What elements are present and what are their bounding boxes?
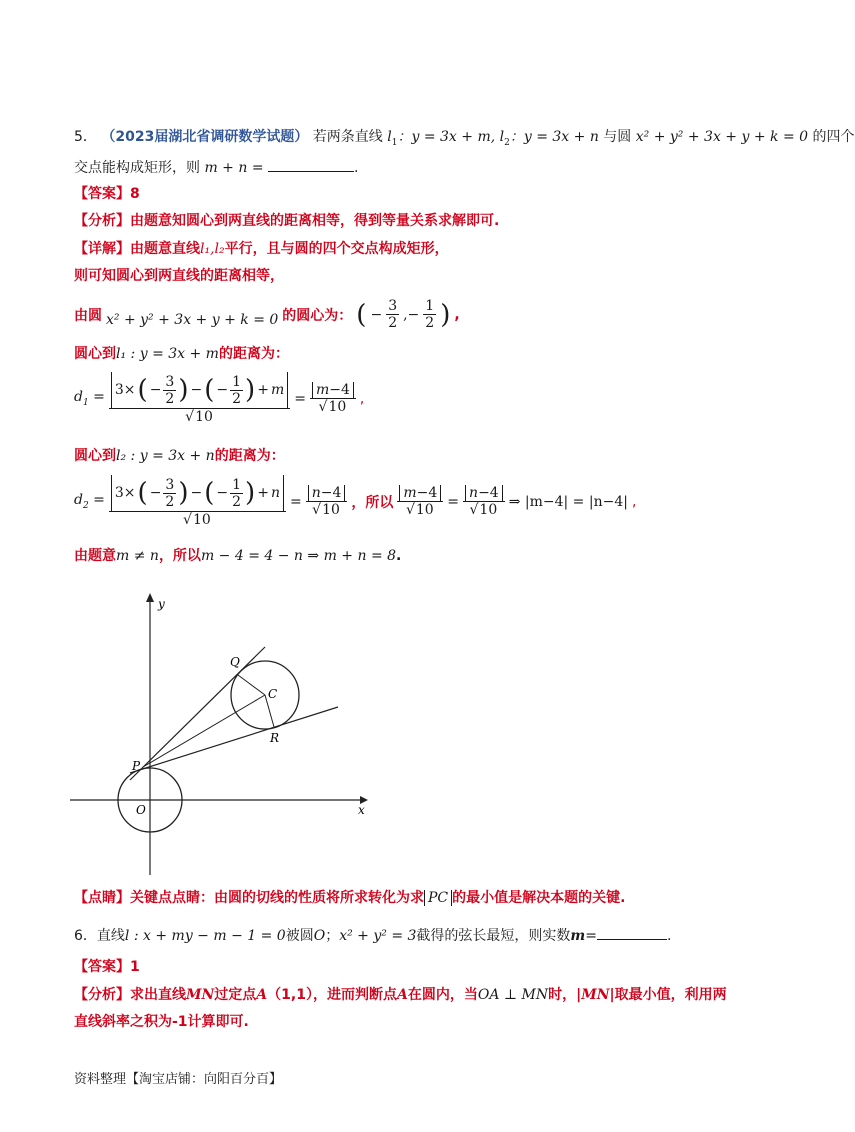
line-l1-name: l bbox=[387, 129, 392, 145]
distance-d2-formula bbox=[74, 475, 636, 528]
fraction: $\frac{3}{2}$ bbox=[388, 298, 398, 331]
detail-5-line-3 bbox=[74, 298, 460, 331]
analysis-text: （1,1），进而判断点 bbox=[267, 987, 397, 1003]
math-expression: l₂ : y = 3x + n bbox=[116, 448, 215, 464]
answer-6 bbox=[74, 957, 140, 977]
label-q: Q bbox=[230, 655, 240, 669]
label-y: y bbox=[158, 597, 165, 611]
line-l2-name: l bbox=[499, 129, 505, 145]
equals: = bbox=[294, 390, 306, 407]
eq-left: $\frac{m-4}{√10}$ bbox=[397, 485, 443, 518]
analysis-text: 时，| bbox=[548, 987, 582, 1003]
detail-text: 的距离为： bbox=[218, 346, 289, 362]
analysis-text: 过定点 bbox=[214, 987, 257, 1003]
detail-text: ，所以 bbox=[158, 548, 201, 564]
question-6 bbox=[74, 925, 671, 946]
y-axis-arrow bbox=[146, 593, 154, 602]
label-c: C bbox=[268, 687, 278, 701]
detail-text: 由题意直线 bbox=[130, 241, 200, 257]
question-number: 6． bbox=[74, 928, 97, 944]
period: . bbox=[666, 928, 672, 944]
detail-text: 由圆 bbox=[74, 307, 102, 324]
pc-expression: PC bbox=[424, 890, 452, 906]
equals: = bbox=[447, 493, 460, 510]
math-expression: OA ⊥ MN bbox=[477, 987, 549, 1003]
expression: m + n = bbox=[204, 160, 264, 176]
answer-value: 8 bbox=[130, 186, 140, 202]
subscript: 2 bbox=[504, 137, 510, 148]
tip-label: 【点睛】 bbox=[74, 890, 130, 906]
math-expression: m − 4 = 4 − n ⇒ m + n = 8 bbox=[200, 548, 397, 564]
detail-text: 平行，且与圆的四个交点构成矩形， bbox=[224, 241, 449, 257]
math-expression: MN bbox=[186, 987, 215, 1003]
tip-line bbox=[74, 888, 625, 908]
d2-simplified: $\frac{n-4}{√10}$ bbox=[306, 485, 348, 518]
analysis-text: 由题意知圆心到两直线的距离相等，得到等量关系求解即可. bbox=[130, 213, 500, 229]
detail-5-line-5 bbox=[74, 446, 285, 466]
analysis-text: 求出直线 bbox=[130, 987, 186, 1003]
minus: − bbox=[370, 306, 383, 323]
period: . bbox=[354, 160, 359, 176]
answer-value: 1 bbox=[130, 959, 140, 975]
analysis-6-line-1 bbox=[74, 985, 727, 1005]
d1-fraction: 3× ( − $\frac{3}{2}$ ) − ( − $\frac{1}{2}$ ) + m √10 bbox=[109, 372, 290, 425]
math-expression: A bbox=[256, 987, 268, 1003]
question-text: 与圆 bbox=[603, 129, 632, 145]
detail-text: 的距离为： bbox=[214, 448, 285, 464]
question-5-line-2 bbox=[74, 157, 358, 178]
question-number: 5． bbox=[74, 129, 97, 145]
math-expression: x² + y² + 3x + y + k = 0 bbox=[106, 311, 279, 328]
geometry-figure bbox=[60, 590, 380, 880]
d1-symbol: $d_1$ = bbox=[74, 389, 105, 408]
conclusion: ⇒ |m−4| = |n−4| bbox=[508, 493, 628, 510]
answer-blank bbox=[597, 925, 667, 940]
math-expression: l₁ : y = 3x + m bbox=[116, 346, 219, 362]
question-text: 若两条直线 bbox=[312, 129, 383, 145]
analysis-label: 【分析】 bbox=[74, 213, 130, 229]
footer: 资料整理【淘宝店铺：向阳百分百】 bbox=[74, 1072, 283, 1087]
math-expression: l₁,l₂ bbox=[200, 241, 225, 257]
detail-text: 圆心到 bbox=[74, 346, 116, 362]
line-l1-equation: ：y = 3x + m, bbox=[397, 129, 500, 145]
circle-equation: x² + y² = 3 bbox=[339, 928, 417, 944]
question-text: 被圆 bbox=[285, 928, 314, 944]
equals: = bbox=[585, 928, 597, 944]
label-o: O bbox=[136, 803, 146, 817]
tangent-line-r bbox=[130, 707, 338, 773]
comma: , bbox=[631, 493, 637, 510]
answer-5 bbox=[74, 184, 140, 204]
comma: , bbox=[359, 390, 365, 407]
paren: ( bbox=[356, 299, 367, 330]
analysis-5 bbox=[74, 211, 499, 231]
line-l2-equation: ：y = 3x + n bbox=[509, 129, 599, 145]
d2-fraction: 3× ( − $\frac{3}{2}$ ) − ( − $\frac{1}{2}$ ) + n √10 bbox=[109, 475, 286, 528]
radius-cq bbox=[238, 675, 265, 695]
analysis-text: 在圆内，当 bbox=[407, 987, 478, 1003]
tip-text: 关键点点睛：由圆的切线的性质将所求转化为求 bbox=[130, 890, 424, 906]
circle-name: O bbox=[313, 928, 326, 944]
answer-label: 【答案】 bbox=[74, 186, 130, 202]
question-text: ； bbox=[325, 928, 340, 944]
label-r: R bbox=[270, 731, 280, 745]
question-text: 截得的弦长最短，则实数 bbox=[416, 928, 571, 944]
variable: m bbox=[570, 928, 586, 944]
detail-5-line-4 bbox=[74, 344, 289, 364]
analysis-6-line-2: 直线斜率之积为-1计算即可. bbox=[74, 1014, 249, 1030]
question-5-line-1 bbox=[74, 127, 855, 153]
detail-5-line-6 bbox=[74, 546, 401, 566]
paren: ) bbox=[440, 299, 451, 330]
label-p: P bbox=[132, 759, 141, 773]
segment-pc bbox=[143, 695, 265, 767]
tip-text: 的最小值是解决本题的关键. bbox=[452, 890, 626, 906]
answer-blank bbox=[268, 157, 354, 172]
detail-5-line-2: 则可知圆心到两直线的距离相等， bbox=[74, 268, 284, 284]
analysis-label: 【分析】 bbox=[74, 987, 130, 1003]
d1-simplified: $\frac{m-4}{√10}$ bbox=[310, 382, 356, 415]
so-text: ，所以 bbox=[351, 494, 394, 511]
d2-symbol: $d_2$ = bbox=[74, 492, 105, 511]
detail-text: 由题意 bbox=[74, 548, 116, 564]
question-text: 交点能构成矩形，则 bbox=[74, 160, 200, 176]
math-expression: A bbox=[396, 987, 408, 1003]
subscript: 1 bbox=[391, 137, 398, 148]
circle-equation: x² + y² + 3x + y + k = 0 bbox=[635, 129, 809, 145]
math-expression: m ≠ n bbox=[116, 548, 159, 564]
detail-5-line-1 bbox=[74, 239, 449, 259]
comma: , bbox=[454, 306, 460, 323]
detail-label: 【详解】 bbox=[74, 241, 130, 257]
analysis-text: |取最小值，利用两 bbox=[609, 987, 727, 1003]
eq-right: $\frac{n-4}{√10}$ bbox=[463, 485, 505, 518]
detail-text: 的圆心为： bbox=[282, 307, 353, 324]
math-expression: MN bbox=[581, 987, 610, 1003]
question-source: （2023届湖北省调研数学试题） bbox=[101, 129, 309, 145]
distance-d1-formula bbox=[74, 372, 364, 425]
question-text: 直线 bbox=[96, 928, 125, 944]
separator: ,− bbox=[403, 306, 420, 323]
fraction: $\frac{1}{2}$ bbox=[425, 298, 435, 331]
line-equation: l : x + my − m − 1 = 0 bbox=[124, 928, 286, 944]
detail-text: 圆心到 bbox=[74, 448, 116, 464]
period: . bbox=[396, 548, 402, 564]
answer-label: 【答案】 bbox=[74, 959, 130, 975]
question-text: 的四个 bbox=[812, 129, 855, 145]
label-x: x bbox=[358, 803, 365, 817]
equals: = bbox=[289, 493, 302, 510]
